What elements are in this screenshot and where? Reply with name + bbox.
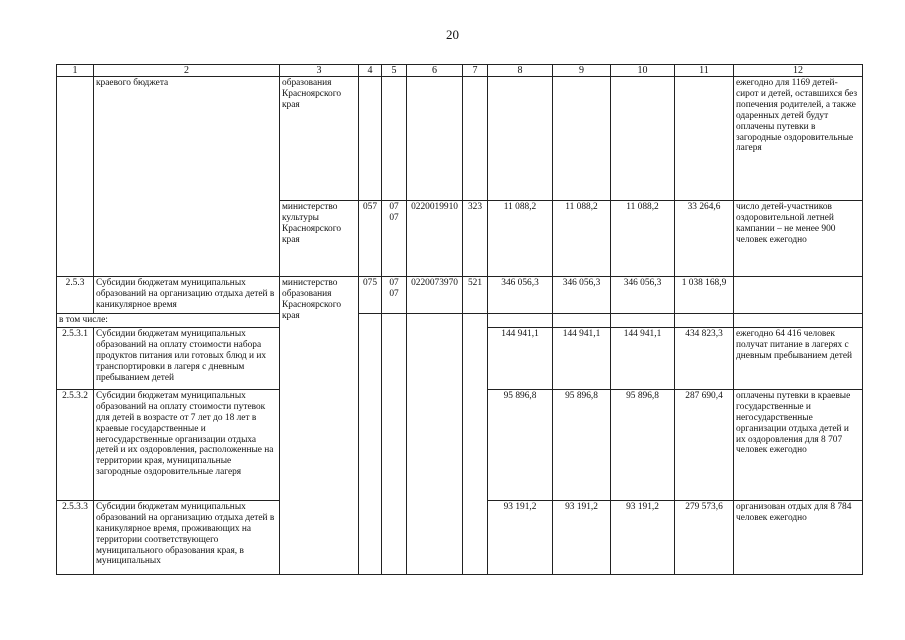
amount-total (675, 77, 734, 201)
target-article (407, 77, 463, 201)
header-cell: 12 (734, 65, 863, 77)
amount-year-3: 93 191,2 (611, 500, 675, 574)
item-description: Субсидии бюджетам муниципальных образований на организацию отдыха детей в каникулярное время (94, 277, 280, 314)
expected-result: оплачены путевки в краевые государственные и негосударственные организации отдыха детей и их оздоровления для 8 707 человек ежегодно (734, 389, 863, 500)
target-article (407, 314, 463, 575)
amount-year-2: 93 191,2 (553, 500, 611, 574)
amount-year-1: 346 056,3 (488, 277, 553, 314)
amount-year-3: 11 088,2 (611, 201, 675, 277)
grbs-code (359, 314, 382, 575)
amount-total (675, 314, 734, 328)
target-article: 0220019910 (407, 201, 463, 277)
expected-result: число детей-участников оздоровительной летней кампании – не менее 900 человек ежегодно (734, 201, 863, 277)
amount-total: 1 038 168,9 (675, 277, 734, 314)
amount-total: 33 264,6 (675, 201, 734, 277)
item-number: 2.5.3 (57, 277, 94, 314)
expense-type (463, 314, 488, 575)
amount-year-1: 144 941,1 (488, 327, 553, 389)
amount-year-3 (611, 314, 675, 328)
item-number: 2.5.3.2 (57, 389, 94, 500)
expense-type: 323 (463, 201, 488, 277)
expense-type: 521 (463, 277, 488, 314)
expected-result: ежегодно 64 416 человек получат питание в лагерях с дневным пребыванием детей (734, 327, 863, 389)
amount-total: 434 823,3 (675, 327, 734, 389)
amount-year-3: 95 896,8 (611, 389, 675, 500)
section-code (382, 314, 407, 575)
table-row (57, 277, 863, 314)
expected-result (734, 277, 863, 314)
header-cell: 5 (382, 65, 407, 77)
amount-year-2: 144 941,1 (553, 327, 611, 389)
header-cell: 10 (611, 65, 675, 77)
header-cell: 4 (359, 65, 382, 77)
responsible-body: министерство культуры Красноярского края (280, 201, 359, 277)
amount-year-3: 346 056,3 (611, 277, 675, 314)
table-row (57, 77, 863, 201)
amount-total: 287 690,4 (675, 389, 734, 500)
item-description: Субсидии бюджетам муниципальных образований на организацию отдыха детей в каникулярное время, проживающих на территории соответствующего муниципального образования края, в муниципальных (94, 500, 280, 574)
grbs-code: 057 (359, 201, 382, 277)
item-number (57, 77, 94, 277)
item-description: Субсидии бюджетам муниципальных образований на оплату стоимости набора продуктов питания или готовых блюд и их транспортировки в лагеря с дневным пребыванием детей (94, 327, 280, 389)
responsible-body: образования Красноярского края (280, 77, 359, 201)
target-article: 0220073970 (407, 277, 463, 314)
amount-year-1 (488, 77, 553, 201)
amount-year-2: 11 088,2 (553, 201, 611, 277)
table-row (57, 314, 863, 328)
program-table (56, 64, 863, 575)
amount-year-2 (553, 314, 611, 328)
responsible-body: министерство образования Красноярского края (280, 277, 359, 575)
header-cell: 8 (488, 65, 553, 77)
expected-result: организован отдых для 8 784 человек ежегодно (734, 500, 863, 574)
header-cell: 1 (57, 65, 94, 77)
including-caption: в том числе: (57, 314, 280, 328)
item-number: 2.5.3.1 (57, 327, 94, 389)
header-row (57, 65, 863, 77)
header-cell: 7 (463, 65, 488, 77)
amount-year-1 (488, 314, 553, 328)
amount-year-2: 95 896,8 (553, 389, 611, 500)
item-number: 2.5.3.3 (57, 500, 94, 574)
header-cell: 11 (675, 65, 734, 77)
section-code (382, 77, 407, 201)
amount-year-2 (553, 77, 611, 201)
grbs-code: 075 (359, 277, 382, 314)
item-description: краевого бюджета (94, 77, 280, 277)
header-cell: 9 (553, 65, 611, 77)
amount-year-1: 11 088,2 (488, 201, 553, 277)
amount-year-1: 95 896,8 (488, 389, 553, 500)
amount-total: 279 573,6 (675, 500, 734, 574)
header-cell: 3 (280, 65, 359, 77)
amount-year-3: 144 941,1 (611, 327, 675, 389)
expected-result: ежегодно для 1169 детей-сирот и детей, оставшихся без попечения родителей, а также одаренных детей будут оплачены путевки в загородные оздоровительные лагеря (734, 77, 863, 201)
expected-result (734, 314, 863, 328)
section-code: 07 07 (382, 201, 407, 277)
item-description: Субсидии бюджетам муниципальных образований на оплату стоимости путевок для детей в возрасте от 7 лет до 18 лет в краевые государственные и негосударственные организации отдыха детей и их оздоровления, расположенные на территории края, муниципальные загородные оздоровительные лагеря (94, 389, 280, 500)
expense-type (463, 77, 488, 201)
amount-year-1: 93 191,2 (488, 500, 553, 574)
page-number: 20 (446, 27, 459, 42)
amount-year-3 (611, 77, 675, 201)
grbs-code (359, 77, 382, 201)
header-cell: 2 (94, 65, 280, 77)
amount-year-2: 346 056,3 (553, 277, 611, 314)
section-code: 07 07 (382, 277, 407, 314)
header-cell: 6 (407, 65, 463, 77)
